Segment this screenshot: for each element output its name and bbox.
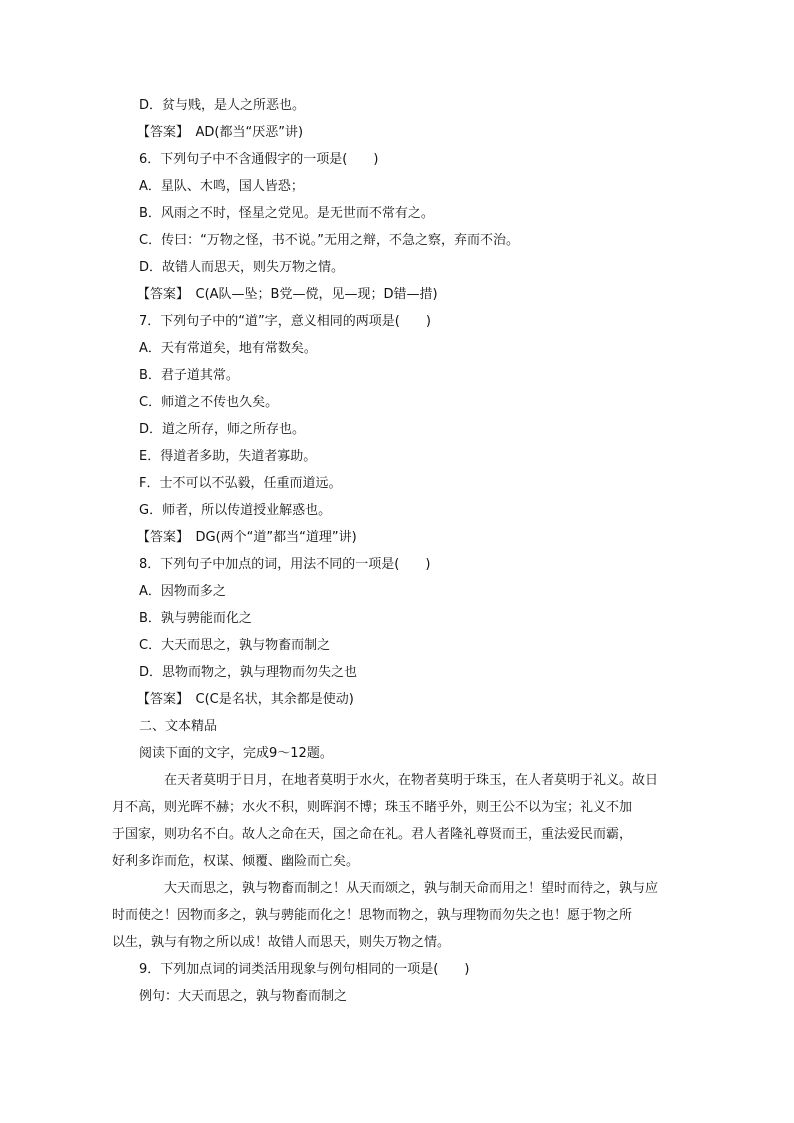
option-line: D．道之所存，师之所存也。: [139, 422, 306, 437]
option-line: D．贫与贱，是人之所恶也。: [139, 98, 306, 113]
question-line: 8．下列句子中加点的词，用法不同的一项是( ): [139, 557, 431, 572]
passage-line: 好利多诈而危，权谋、倾覆、幽险而亡矣。: [112, 854, 360, 869]
option-line: D．故错人而思天，则失万物之情。: [139, 260, 345, 275]
option-line: A．天有常道矣，地有常数矣。: [139, 341, 317, 356]
passage-line: 以生，孰与有物之所以成！故错人而思天，则失万物之情。: [112, 935, 451, 950]
option-line: A．因物而多之: [139, 584, 226, 599]
passage-paragraph-2: [112, 875, 692, 956]
section-heading: 二、文本精品: [139, 719, 218, 734]
option-line: E．得道者多助，失道者寡助。: [139, 449, 317, 464]
option-line: C．师道之不传也久矣。: [139, 395, 279, 410]
example-sentence: 例句：大天而思之，孰与物畜而制之: [139, 989, 348, 1004]
document-content: [112, 92, 692, 1010]
question-line: 7．下列句子中的“道”字，意义相同的两项是( ): [139, 314, 431, 329]
option-line: G．师者，所以传道授业解惑也。: [139, 503, 332, 518]
passage-line: 于国家，则功名不白。故人之命在天，国之命在礼。君人者隆礼尊贤而王，重法爱民而霸，: [112, 827, 633, 842]
option-line: C．大天而思之，孰与物畜而制之: [139, 638, 331, 653]
option-line: B．君子道其常。: [139, 368, 239, 383]
option-line: C．传曰：“万物之怪，书不说。”无用之辩，不急之察，弃而不治。: [139, 233, 520, 248]
question-line: 9．下列加点词的词类活用现象与例句相同的一项是( ): [139, 962, 470, 977]
option-line: F．士不可以不弘毅，任重而道远。: [139, 476, 342, 491]
reading-instruction: 阅读下面的文字，完成9～12题。: [139, 746, 333, 761]
answer-line: 【答案】 AD(都当“厌恶”讲): [137, 125, 304, 140]
option-line: B．风雨之不时，怪星之党见。是无世而不常有之。: [139, 206, 434, 221]
answer-line: 【答案】 C(C是名状，其余都是使动): [137, 692, 354, 707]
answer-line: 【答案】 C(A队—坠；B党—傥，见—现；D错—措): [137, 287, 438, 302]
option-line: A．星队、木鸣，国人皆恐；: [139, 179, 304, 194]
passage-line: 月不高，则光晖不赫；水火不积，则晖润不博；珠玉不睹乎外，则王公不以为宝；礼义不加: [112, 800, 633, 815]
option-line: B．孰与骋能而化之: [139, 611, 252, 626]
answer-line: 【答案】 DG(两个“道”都当“道理”讲): [137, 530, 357, 545]
passage-line: 时而使之！因物而多之，孰与骋能而化之！思物而物之，孰与理物而勿失之也！愿于物之所: [112, 908, 633, 923]
passage-line: 在天者莫明于日月，在地者莫明于水火，在物者莫明于珠玉，在人者莫明于礼义。故日: [164, 773, 659, 788]
question-line: 6．下列句子中不含通假字的一项是( ): [139, 152, 379, 167]
option-line: D．思物而物之，孰与理物而勿失之也: [139, 665, 358, 680]
passage-line: 大天而思之，孰与物畜而制之！从天而颂之，孰与制天命而用之！望时而待之，孰与应: [164, 881, 659, 896]
passage-paragraph-1: [112, 767, 692, 875]
